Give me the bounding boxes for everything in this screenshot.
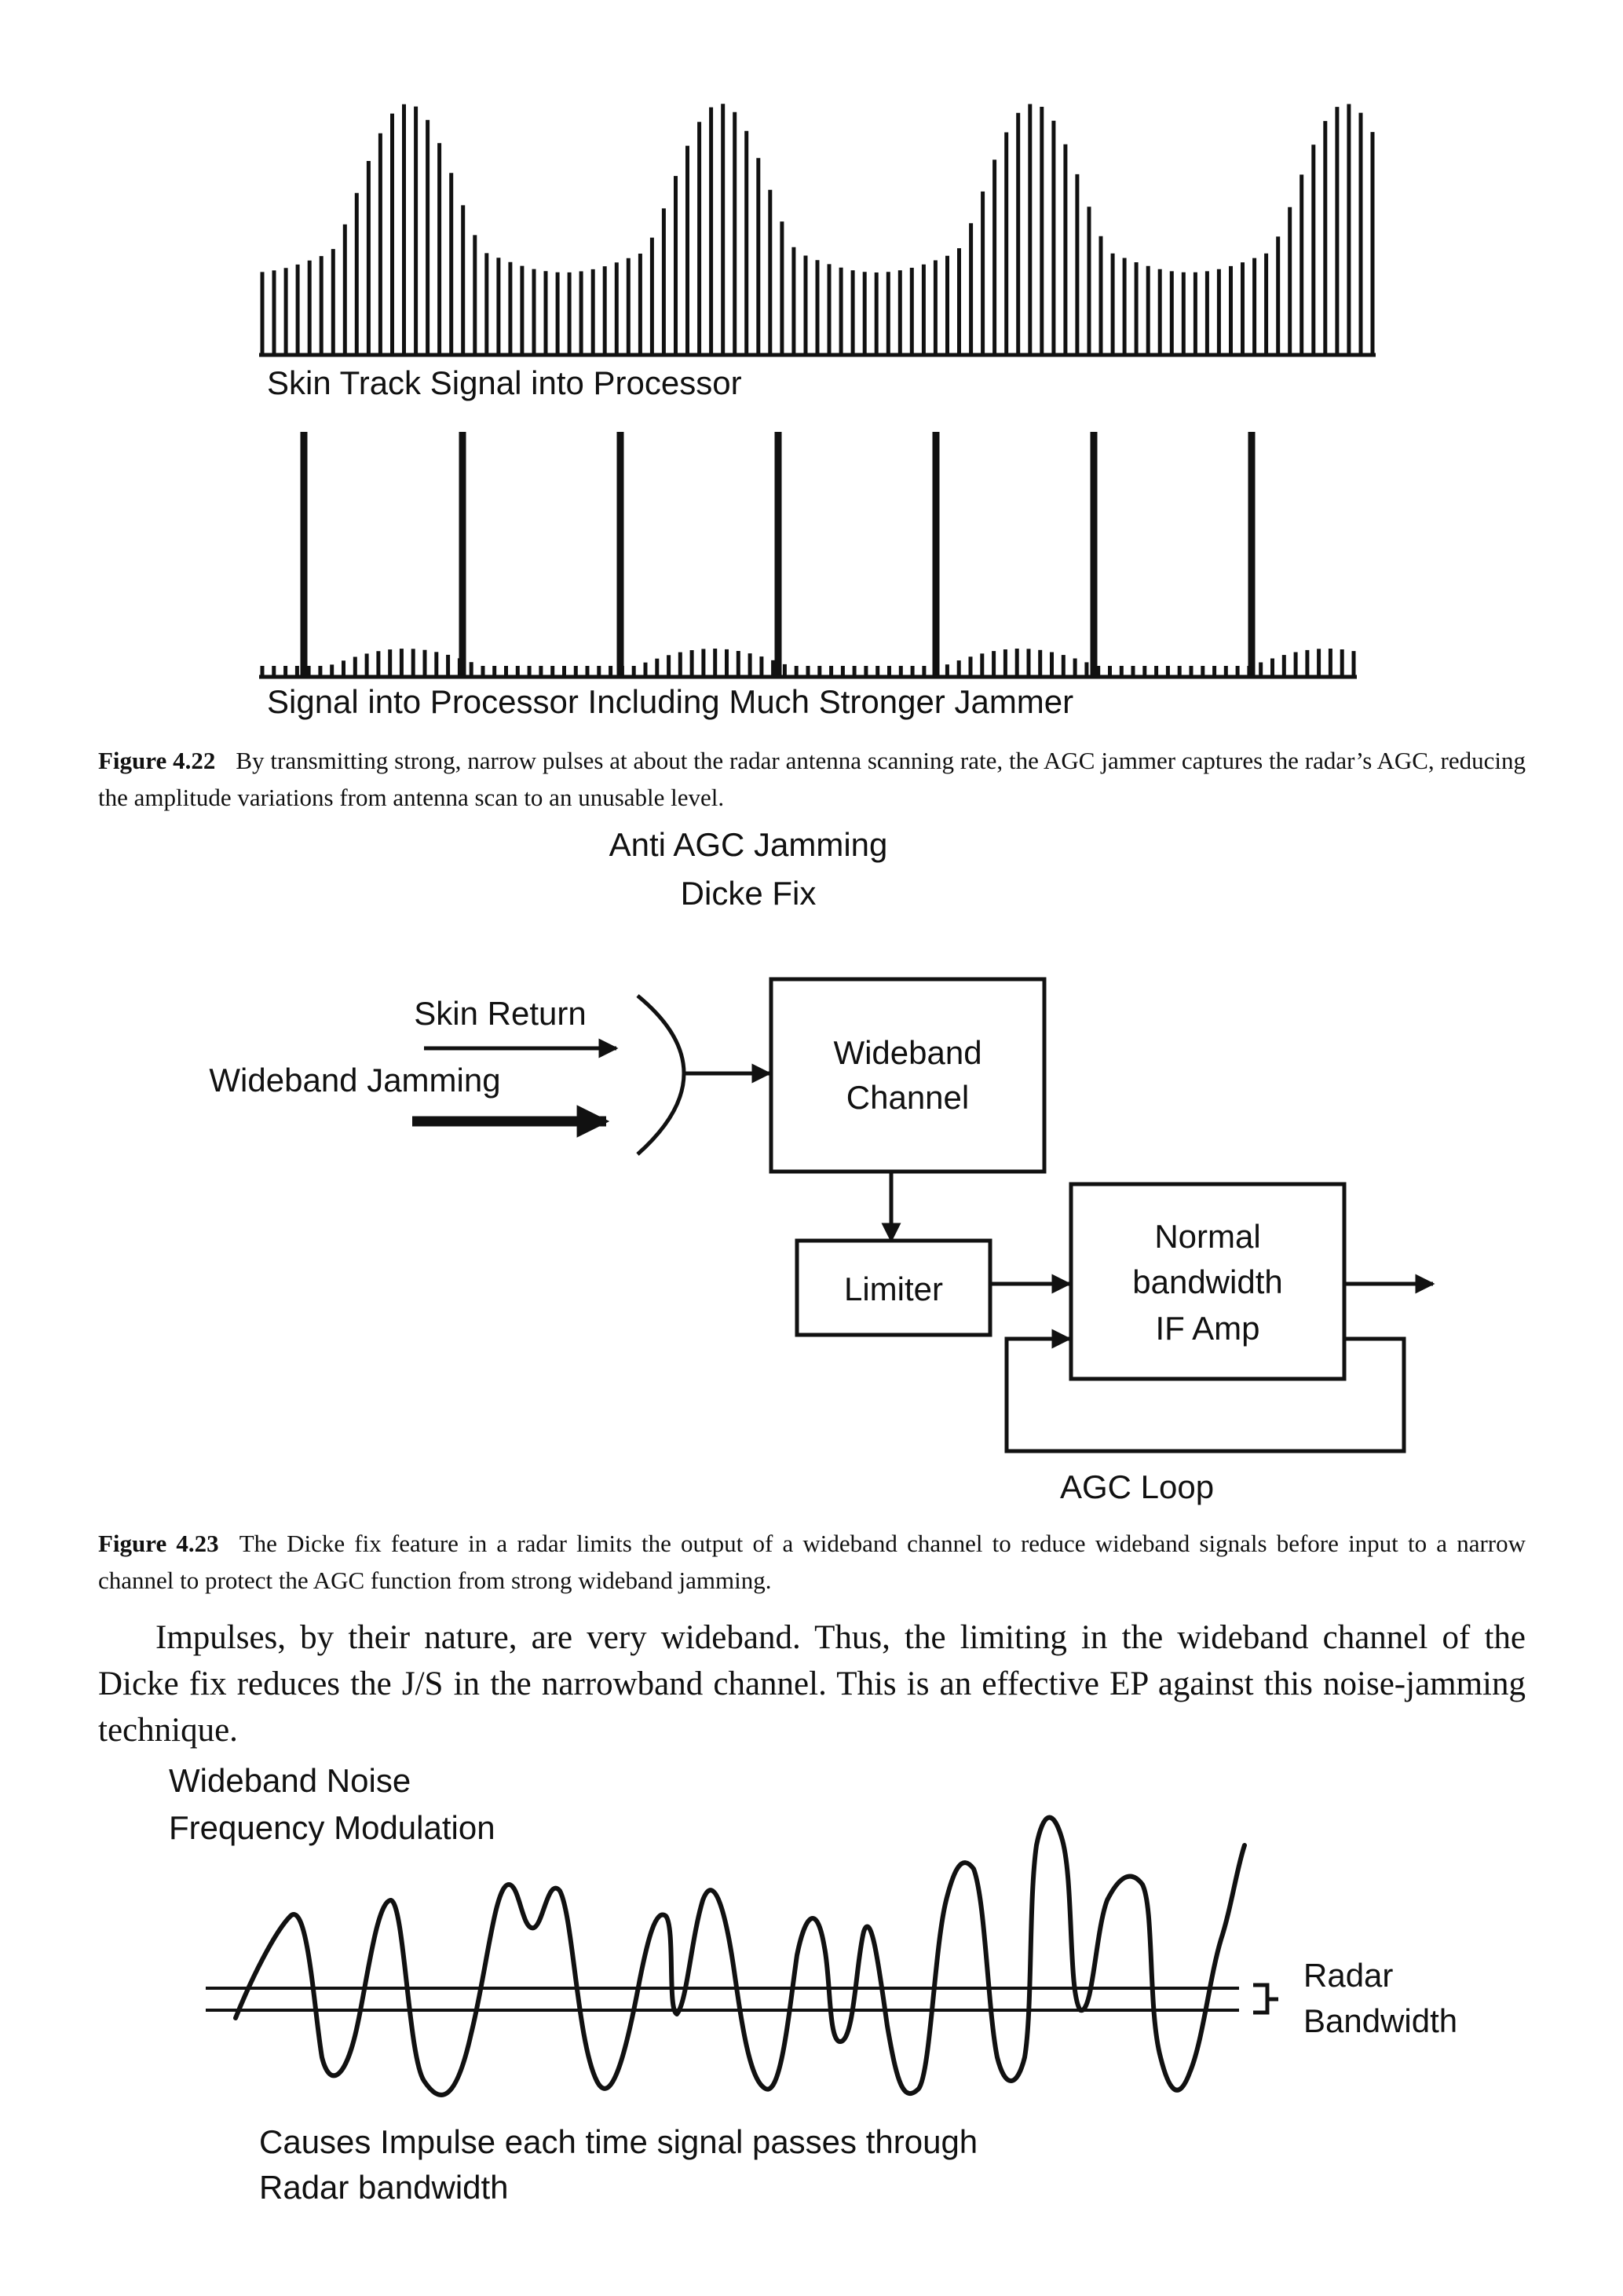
noise-title-line1: Wideband Noise [169, 1762, 411, 1799]
impulse-note-line1: Causes Impulse each time signal passes through [259, 2123, 978, 2160]
limiter-label: Limiter [843, 1270, 944, 1307]
noise-fm-waveform [236, 1818, 1245, 2095]
figure-4-22-caption-text: By transmitting strong, narrow pulses at about the radar antenna scanning rate, the AGC jammer captures the radar’s AGC, reducing the amplitude variations from antenna scan to an unusable level. [98, 747, 1526, 811]
figure-4-22-graphic [0, 86, 1623, 730]
radar-bandwidth-bracket [1253, 1985, 1278, 2013]
wideband-noise-fm-figure [0, 1751, 1623, 2222]
figure-4-23-caption-text: The Dicke fix feature in a radar limits the output of a wideband channel to reduce wideband signals before input to a narrow channel to protect the AGC function from strong wideband jamming. [98, 1530, 1526, 1594]
radar-label-line1: Radar [1303, 1957, 1394, 1994]
noise-title-line2: Frequency Modulation [169, 1809, 495, 1846]
jammer-strong-pulses [304, 432, 1252, 677]
diagram-title-line2: Dicke Fix [680, 875, 817, 912]
jammer-pulse-train [262, 649, 1354, 677]
impulse-note-line2: Radar bandwidth [259, 2169, 509, 2206]
skin-track-pulse-train [262, 104, 1373, 355]
wideband-channel-label-line1: Wideband [833, 1034, 982, 1071]
figure-4-23-diagram [0, 817, 1623, 1508]
jammer-signal-label: Signal into Processor Including Much Stronger Jammer [267, 683, 1074, 720]
receiver-antenna-curve [638, 996, 684, 1154]
if-amp-label-line2: bandwidth [1132, 1263, 1283, 1300]
figure-4-22-label: Figure 4.22 [98, 747, 216, 774]
wideband-jamming-label: Wideband Jamming [209, 1062, 501, 1099]
figure-4-23-label: Figure 4.23 [98, 1530, 219, 1557]
diagram-title-line1: Anti AGC Jamming [609, 826, 888, 863]
skin-track-label: Skin Track Signal into Processor [267, 364, 742, 401]
if-amp-label-line1: Normal [1154, 1218, 1261, 1255]
if-amp-label-line3: IF Amp [1155, 1310, 1260, 1347]
wideband-channel-box [771, 979, 1044, 1172]
figure-4-23-caption [98, 1525, 1526, 1599]
skin-return-label: Skin Return [414, 995, 587, 1032]
radar-label-line2: Bandwidth [1303, 2002, 1458, 2039]
body-paragraph: Impulses, by their nature, are very wideband. Thus, the limiting in the wideband channel of the Dicke fix reduces the J/S in the narrowband channel. This is an effective EP against this noise-jamming technique. [98, 1619, 1526, 1749]
wideband-channel-label-line2: Channel [846, 1079, 970, 1116]
figure-4-22-caption [98, 742, 1526, 816]
agc-loop-label: AGC Loop [1059, 1468, 1215, 1505]
